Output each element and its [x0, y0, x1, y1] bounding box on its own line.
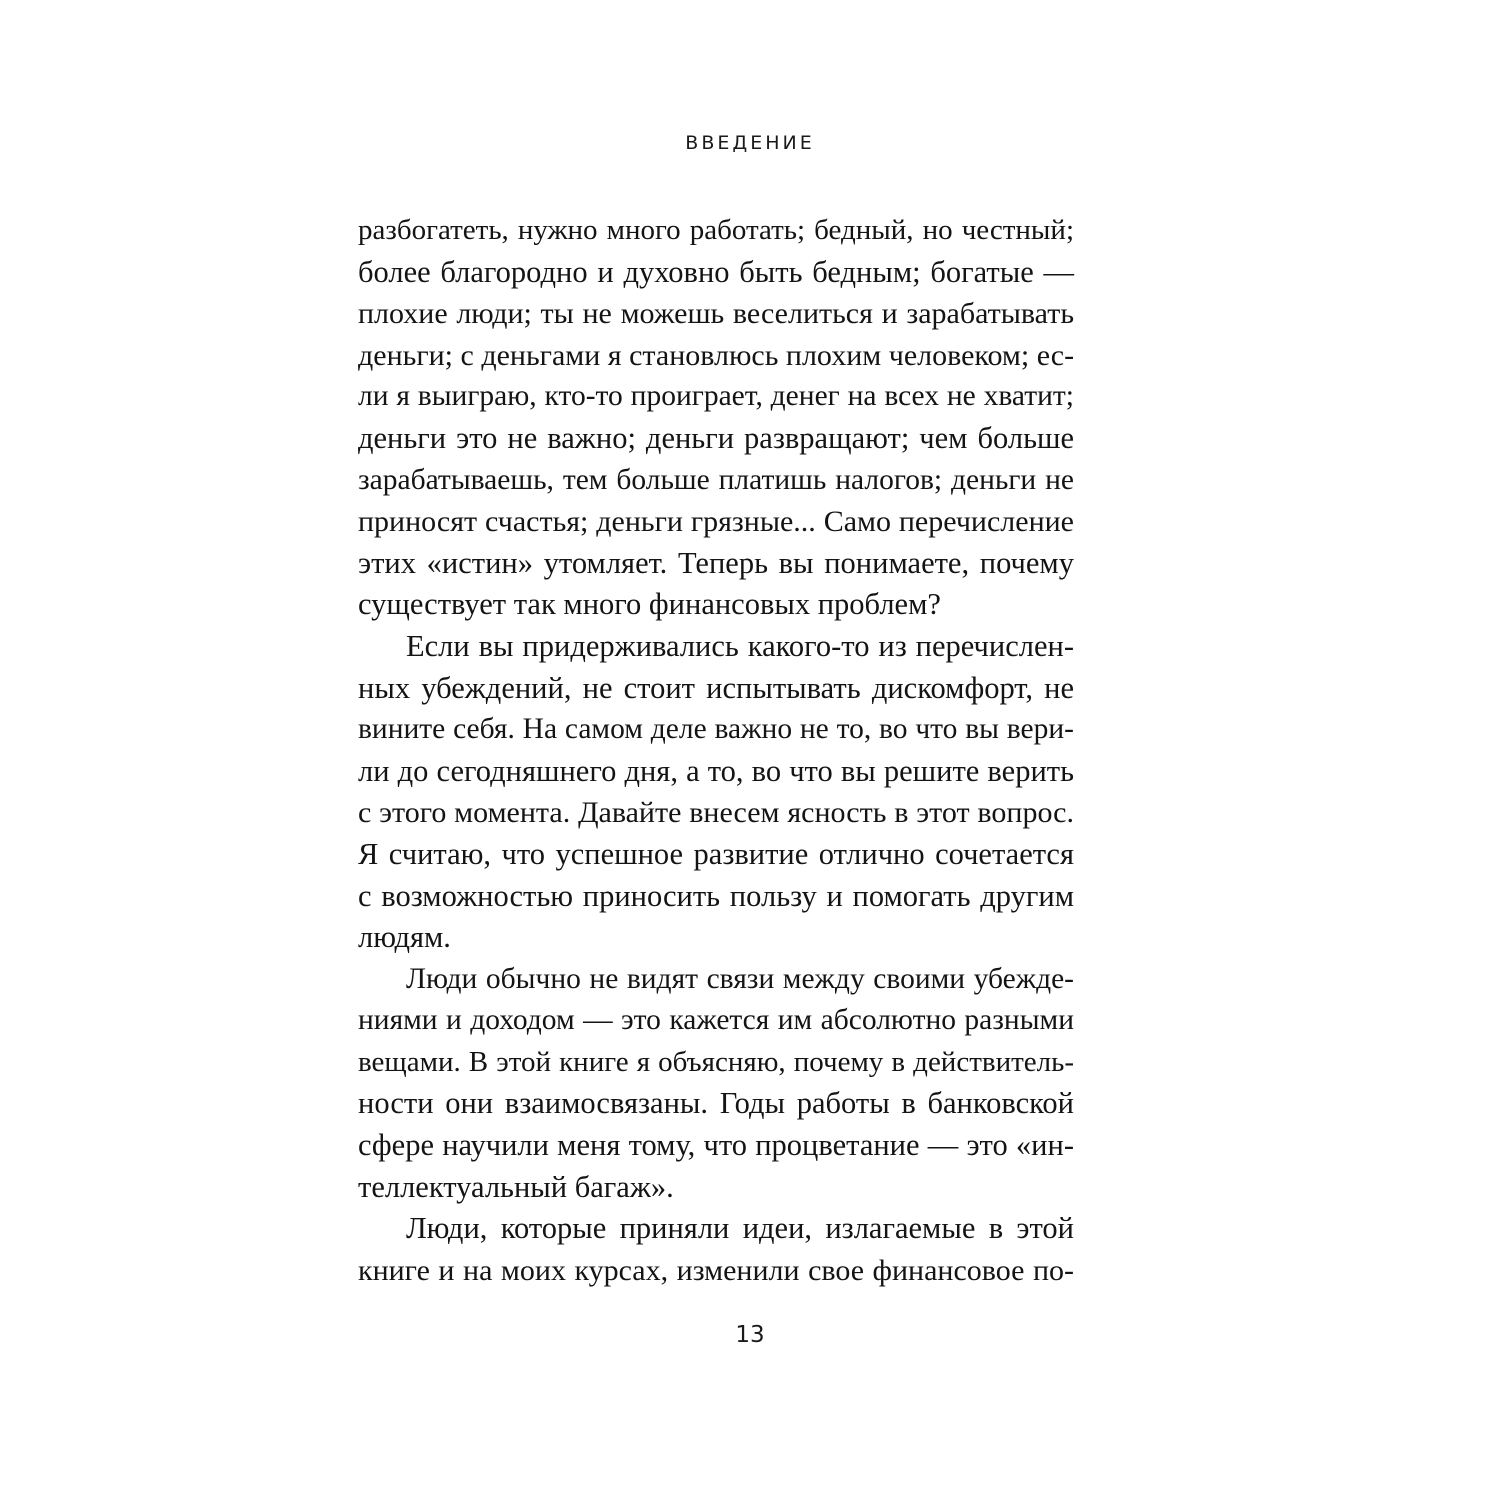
- text-line: теллектуальный багаж».: [358, 1169, 674, 1204]
- text-line: вещами. В этой книге я объясняю, почему в действитель-: [358, 1045, 1074, 1078]
- text-line: ности они взаимосвязаны. Годы работы в банковской: [358, 1086, 1074, 1121]
- text-line: зарабатываешь, тем больше платишь налогов; деньги не: [358, 463, 1074, 496]
- text-line: с этого момента. Давайте внесем ясность в этот вопрос.: [358, 796, 1074, 830]
- text-line: приносят счастья; деньги грязные... Само перечисление: [358, 505, 1074, 539]
- text-line: ных убеждений, не стоит испытывать дискомфорт, не: [358, 670, 1074, 705]
- text-line: существует так много финансовых проблем?: [358, 587, 941, 622]
- text-line: разбогатеть, нужно много работать; бедный, но честный;: [358, 214, 1074, 246]
- text-line: Если вы придерживались какого-то из перечислен-: [406, 628, 1074, 663]
- text-line: плохие люди; ты не можешь веселиться и зарабатывать: [358, 297, 1074, 331]
- text-line: с возможностью приносить пользу и помогать другим: [358, 878, 1074, 913]
- text-line: деньги; с деньгами я становлюсь плохим человеком; ес-: [358, 338, 1075, 372]
- running-head: ВВЕДЕНИЕ: [685, 132, 815, 154]
- body-text: [358, 210, 1074, 1291]
- page-number: 13: [735, 1322, 765, 1348]
- text-line: Люди обычно не видят связи между своими убежде-: [406, 962, 1074, 995]
- text-line: этих «истин» утомляет. Теперь вы понимаете, почему: [358, 545, 1074, 580]
- text-line: более благородно и духовно быть бедным; богатые —: [358, 254, 1074, 289]
- text-line: ли я выиграю, кто-то проиграет, денег на всех не хватит;: [358, 380, 1074, 413]
- text-line: людям.: [358, 920, 451, 955]
- text-line: Я считаю, что успешное развитие отлично сочетается: [358, 836, 1074, 871]
- text-line: деньги это не важно; деньги развращают; чем больше: [358, 420, 1074, 455]
- text-line: Люди, которые приняли идеи, излагаемые в этой: [406, 1211, 1074, 1246]
- text-line: книге и на моих курсах, изменили свое финансовое по-: [358, 1253, 1074, 1287]
- text-line: сфере научили меня тому, что процветание — это «ин-: [358, 1128, 1074, 1163]
- text-line: ниями и доходом — это кажется им абсолютно разными: [358, 1004, 1074, 1037]
- text-line: ли до сегодняшнего дня, а то, во что вы решите верить: [358, 753, 1074, 788]
- text-line: вините себя. На самом деле важно не то, во что вы вери-: [358, 713, 1074, 746]
